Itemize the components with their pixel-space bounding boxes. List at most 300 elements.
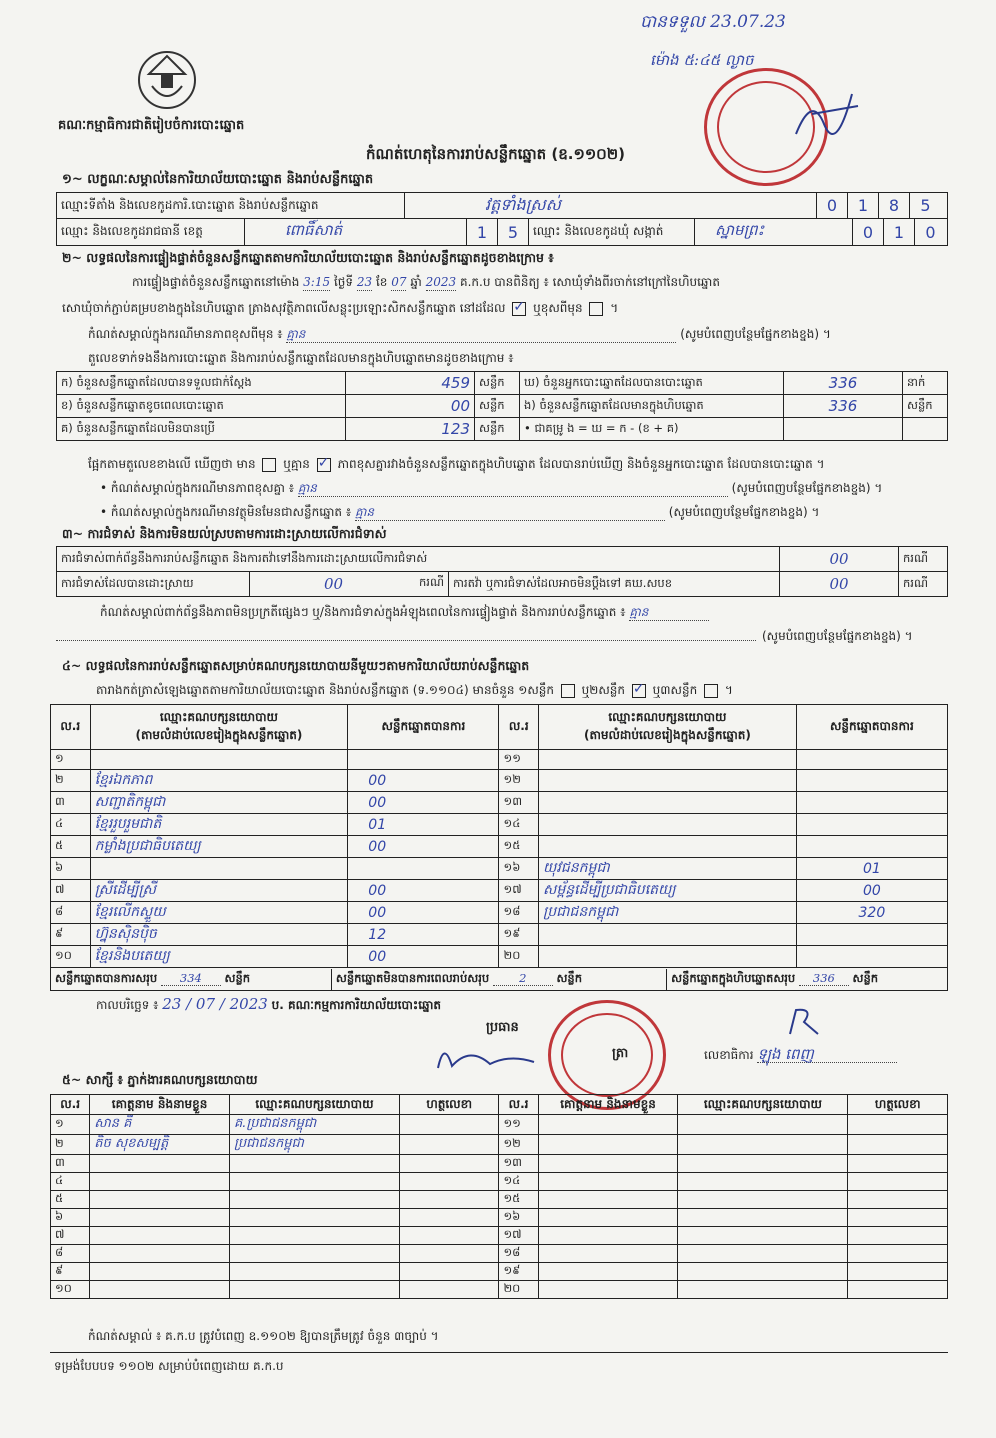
vote-count: 00 [348, 902, 499, 924]
witness-party: គ.ប្រជាជនកម្ពុជា [229, 1115, 399, 1135]
col-party: ឈ្មោះគណបក្សនយោបាយ [678, 1095, 848, 1115]
witness-party: ប្រជាជនកម្ពុជា [229, 1135, 399, 1155]
col-signature: ហត្ថលេខា [399, 1095, 499, 1115]
table-row [51, 1245, 948, 1263]
signature-icon [792, 84, 862, 144]
witness-name [538, 1263, 678, 1281]
org-name: គណៈកម្មាធិការជាតិរៀបចំការបោះឆ្នោត [58, 118, 245, 133]
objection-value: 00 [780, 547, 899, 572]
row-number: ១៧ [499, 1227, 538, 1245]
witness-signature [848, 1135, 948, 1155]
figure-label-right: ង) ចំនួនសន្លឹកឆ្នោតដែលមានក្នុងហិបឆ្នោត [520, 395, 784, 418]
row-number: ១៨ [499, 902, 539, 924]
row-number: ៧ [51, 880, 91, 902]
witness-signature [399, 1173, 499, 1191]
verify-day-value: 23 [356, 275, 373, 289]
col-no: ល.រ [51, 1095, 90, 1115]
valid-total-label: សន្លឹកឆ្នោតបានការសរុប [55, 970, 158, 985]
vote-count [796, 924, 947, 946]
witness-party [678, 1115, 848, 1135]
irregularity-note-value: គ្មាន [629, 604, 709, 621]
party-name [539, 924, 797, 946]
row-number: ១៦ [499, 858, 539, 880]
witness-name [538, 1115, 678, 1135]
row-number: ១៥ [499, 1191, 538, 1209]
province-value: ពោធិ៍សាត់ [245, 219, 467, 245]
party-name: ខ្មែរនិងបតេយ្យ [90, 946, 348, 968]
no-difference-label: ឬគ្មាន [283, 457, 310, 471]
col-votes: សន្លឹកឆ្នោតបានការ [796, 705, 947, 750]
row-number: ៧ [51, 1227, 90, 1245]
witness-signature [848, 1115, 948, 1135]
bullet-1-label: • កំណត់សម្គាល់ក្នុងករណីមានភាពខុសគ្នា ៖ [100, 481, 295, 495]
appeal-label: ការតវ៉ា ឬការជំទាស់ដែលអាចមិនប្ដឹងទៅ គឃ.សបខ [449, 572, 780, 597]
one-sheet-checkbox[interactable] [561, 684, 575, 698]
witness-name [90, 1155, 230, 1173]
row-number: ៩ [51, 924, 91, 946]
witness-party [229, 1191, 399, 1209]
vote-count: 320 [796, 902, 947, 924]
section-2-heading: ២~ លទ្ធផលនៃការផ្ទៀងផ្ទាត់ចំនួនសន្លឹកឆ្នោតតាមការិយាល័យបោះឆ្នោត និងរាប់សន្លឹកឆ្នោតដូចខាងក្រោម ៖ [62, 250, 554, 265]
figure-label-right: ឃ) ចំនួនអ្នកបោះឆ្នោតដែលបានបោះឆ្នោត [520, 372, 784, 395]
row-number: ១១ [499, 750, 539, 770]
verify-year-label: ឆ្នាំ [410, 275, 422, 289]
vote-count [796, 750, 947, 770]
table-row [51, 1115, 948, 1135]
date-value: 23 / 07 / 2023 [162, 995, 268, 1013]
table-row [51, 1173, 948, 1191]
figure-label-right: • ជាគម្រូ ង = ឃ = ក - (ខ + គ) [520, 418, 784, 441]
figure-row [57, 418, 948, 441]
witness-signature [399, 1227, 499, 1245]
witness-signature [399, 1135, 499, 1155]
row-number: ៨ [51, 1245, 90, 1263]
table-row [51, 836, 948, 858]
verify-day-label: ថ្ងៃទី [333, 275, 353, 289]
row-number: ៥ [51, 836, 91, 858]
verify-year-value: 2023 [425, 275, 457, 289]
witness-name [90, 1209, 230, 1227]
receipt-note: បានទទួល 23.07.23 [640, 12, 786, 32]
figure-row [57, 372, 948, 395]
irregularity-note-label: កំណត់សម្គាល់ពាក់ព័ន្ធនឹងភាពមិនប្រក្រតីផ្សេងៗ ឬ/និងការជំទាស់ក្នុងអំឡុងពេលនៃការផ្ទៀងផ្ទាត់ និងការរាប់សន្លឹកឆ្នោត ៖ [100, 605, 626, 619]
fill-note: (សូមបំពេញបន្ថែមផ្នែកខាងខ្នង) ។ [762, 629, 913, 643]
party-name: សម្ព័ន្ធដើម្បីប្រជាធិបតេយ្យ [539, 880, 797, 902]
difference-note-label: កំណត់សម្គាល់ក្នុងករណីមានភាពខុសពីមុន ៖ [88, 327, 283, 341]
seal-status-line: សោឃុំចាក់ភ្ជាប់គម្របខាងក្នុងនៃហិបឆ្នោត ត្រាងសុវត្ថិភាពលើសន្លុះប្រឡោះសិកសន្លឹកឆ្នោត នៅដដែល ✓ ឬខុសពីមុន ។ [62, 300, 618, 316]
chair-signature-icon [430, 1036, 540, 1076]
figure-unit-right: នាក់ [903, 372, 948, 395]
row-number: ១៣ [499, 792, 539, 814]
vote-count: 01 [348, 814, 499, 836]
appeal-unit: ករណី [899, 572, 948, 597]
figure-value-right: 336 [784, 372, 903, 395]
commune-label: ឈ្មោះ និងលេខកូដឃុំ សង្កាត់ [529, 219, 695, 245]
col-party [539, 705, 797, 750]
secretary-label: លេខាធិការ [704, 1048, 754, 1062]
table-row [51, 1263, 948, 1281]
footer-divider [50, 1352, 948, 1353]
witness-signature [399, 1245, 499, 1263]
row-number: ១១ [499, 1115, 538, 1135]
unit: សន្លឹក [556, 970, 583, 985]
chair-label: ប្រធាន [486, 1020, 519, 1035]
row-number: ៦ [51, 1209, 90, 1227]
table-row [51, 924, 948, 946]
invalid-total [332, 969, 667, 990]
nec-emblem-icon [134, 44, 200, 114]
witness-party [229, 1245, 399, 1263]
secretary-signature-icon [784, 1004, 824, 1040]
receipt-time-note: ម៉ោង ៥:៤៥ ល្ងាច [650, 51, 754, 69]
two-sheet-checkbox[interactable] [632, 684, 646, 698]
witness-name: តិច សុខសម្បត្តិ [90, 1135, 230, 1155]
col-party-label: ឈ្មោះគណបក្សនយោបាយ [159, 710, 278, 724]
row-number: ៤ [51, 814, 91, 836]
form-title: កំណត់ហេតុនៃការរាប់សន្លឹកឆ្នោត (ឧ.១១០២) [366, 145, 626, 163]
party-name [539, 946, 797, 968]
totals-flex [51, 969, 947, 990]
table-row [51, 770, 948, 792]
committee-label: ប. គណៈកម្មការការិយាល័យបោះឆ្នោត [271, 998, 442, 1012]
row-number: ១៩ [499, 924, 539, 946]
figure-unit-right: សន្លឹក [903, 395, 948, 418]
row-number: ៥ [51, 1191, 90, 1209]
col-no: ល.រ [499, 1095, 538, 1115]
location-digit: 8 [879, 193, 910, 218]
has-difference-checkbox[interactable] [262, 458, 276, 472]
resolved-cell [250, 572, 449, 597]
witness-name [90, 1227, 230, 1245]
witness-signature [399, 1191, 499, 1209]
row-number: ១៦ [499, 1209, 538, 1227]
date-line [96, 996, 441, 1013]
party-name [90, 858, 348, 880]
totals-row [51, 968, 948, 991]
witness-signature [399, 1115, 499, 1135]
col-votes: សន្លឹកឆ្នោតបានការ [348, 705, 499, 750]
seal-status-text: សោឃុំចាក់ភ្ជាប់គម្របខាងក្នុងនៃហិបឆ្នោត ត្រាងសុវត្ថិភាពលើសន្លុះប្រឡោះសិកសន្លឹកឆ្នោត នៅដដែល [62, 301, 506, 315]
witness-signature [848, 1281, 948, 1299]
party-name [539, 750, 797, 770]
col-signature: ហត្ថលេខា [848, 1095, 948, 1115]
vote-count: 12 [348, 924, 499, 946]
col-party: ឈ្មោះគណបក្សនយោបាយ [229, 1095, 399, 1115]
figure-unit: សន្លឹក [475, 395, 520, 418]
row-number: ២០ [499, 946, 539, 968]
unit: សន្លឹក [224, 970, 251, 985]
table-row [51, 902, 948, 924]
col-party-label: ឈ្មោះគណបក្សនយោបាយ [608, 710, 727, 724]
witness-name [538, 1155, 678, 1173]
commune-digit: 1 [884, 219, 915, 245]
valid-total [51, 969, 332, 990]
row-number: ៦ [51, 858, 91, 880]
vote-count: 01 [796, 858, 947, 880]
vote-count [348, 750, 499, 770]
witness-party [678, 1227, 848, 1245]
results-table [50, 704, 948, 991]
table-row [51, 858, 948, 880]
tally-sheet-line: តារាងកត់ត្រាសំឡេងឆ្នោតតាមការិយាល័យបោះឆ្នោត និងរាប់សន្លឹកឆ្នោត (ទ.១១០៤) មានចំនួន ១សន្លឹក ឬ២សន្លឹក ✓ ឬ៣សន្លឹក ។ [96, 682, 733, 698]
tally-intro: តារាងកត់ត្រាសំឡេងឆ្នោតតាមការិយាល័យបោះឆ្នោត និងរាប់សន្លឹកឆ្នោត (ទ.១១០៤) មានចំនួន ១សន្លឹក [96, 683, 554, 697]
secretary-line [704, 1046, 897, 1063]
table-row [51, 792, 948, 814]
vote-count [796, 770, 947, 792]
verification-line [132, 274, 720, 291]
witness-name [90, 1173, 230, 1191]
vote-count: 00 [348, 792, 499, 814]
section-5-heading: ៥~ សាក្សី ៖ ភ្នាក់ងារគណបក្សនយោបាយ [62, 1072, 258, 1087]
row-number: ១៤ [499, 814, 539, 836]
row-number: ៩ [51, 1263, 90, 1281]
row-number: ១៣ [499, 1155, 538, 1173]
bullet-2-value: គ្មាន [355, 504, 665, 521]
footer-text: ទម្រង់បែបបទ ១១០២ សម្រាប់បំពេញដោយ គ.ក.ប [54, 1359, 284, 1373]
witness-signature [848, 1227, 948, 1245]
witness-signature [848, 1155, 948, 1173]
table-row [51, 946, 948, 968]
difference-note-value: គ្មាន [286, 326, 676, 343]
witness-signature [848, 1245, 948, 1263]
witness-signature [399, 1281, 499, 1299]
party-name [539, 770, 797, 792]
col-party [90, 705, 348, 750]
table-row [51, 880, 948, 902]
bullet-2 [100, 504, 819, 521]
verify-time-label: ការផ្ទៀងផ្ទាត់ចំនួនសន្លឹកឆ្នោតនៅម៉ោង [132, 275, 300, 289]
irregularity-note-line [100, 604, 709, 621]
party-name: យុវជនកម្ពុជា [539, 858, 797, 880]
row-number: ២ [51, 770, 91, 792]
figure-row [57, 395, 948, 418]
figure-label: ខ) ចំនួនសន្លឹកឆ្នោតខូចពេលបោះឆ្នោត [57, 395, 346, 418]
vote-count: 00 [348, 770, 499, 792]
difference-note-line [88, 326, 948, 343]
location-digit: 1 [848, 193, 879, 218]
row-number: ១ [51, 750, 91, 770]
verify-locks-text: គ.ក.ប បានពិនិត្យ ៖ សោឃុំទាំងពីរចាក់នៅក្រៅនៃហិបឆ្នោត [459, 275, 720, 289]
changed-checkbox[interactable] [589, 302, 603, 316]
row-number: ១៨ [499, 1245, 538, 1263]
figures-table [56, 371, 948, 441]
no-difference-checkbox[interactable] [317, 458, 331, 472]
figure-unit-right [903, 418, 948, 441]
figure-label: ក) ចំនួនសន្លឹកឆ្នោតដែលបានទទួលជាក់ស្ដែង [57, 372, 346, 395]
figures-intro: តួលេខទាក់ទងនឹងការបោះឆ្នោត និងការរាប់សន្លឹកឆ្នោតដែលមានក្នុងហិបឆ្នោតមានដូចខាងក្រោម ៖ [88, 351, 514, 365]
witness-name [538, 1281, 678, 1299]
row-number: ១២ [499, 1135, 538, 1155]
witness-name [538, 1227, 678, 1245]
bullet-1-value: គ្មាន [298, 480, 728, 497]
province-row [56, 219, 948, 246]
objection-unit: ករណី [899, 547, 948, 572]
row-number: ១២ [499, 770, 539, 792]
col-name: គោត្តនាម និងនាមខ្លួន [538, 1095, 678, 1115]
row-number: ១៧ [499, 880, 539, 902]
vote-count: 00 [348, 946, 499, 968]
fill-note: (សូមបំពេញបន្ថែមផ្នែកខាងខ្នង) ។ [680, 327, 831, 341]
witness-signature [848, 1191, 948, 1209]
party-name [539, 792, 797, 814]
two-sheet-label: ឬ២សន្លឹក [581, 683, 626, 697]
witness-name [90, 1281, 230, 1299]
witness-party [678, 1245, 848, 1263]
resolved-value: 00 [324, 575, 344, 593]
witness-party [229, 1281, 399, 1299]
verify-month-label: ខែ [375, 275, 388, 289]
province-digit: 1 [467, 219, 498, 245]
bullet-2-label: • កំណត់សម្គាល់ក្នុងករណីមានវត្ថុមិនមែនជាសន្លឹកឆ្នោត ៖ [100, 505, 352, 519]
vote-count [348, 858, 499, 880]
verify-time-value: 3:15 [303, 275, 331, 289]
vote-count [796, 946, 947, 968]
difference-has-label: ផ្អែកតាមតួលេខខាងលើ ឃើញថា មាន [88, 457, 256, 471]
witness-party [229, 1209, 399, 1227]
col-no: ល.រ [499, 705, 539, 750]
figure-value: 123 [346, 418, 475, 441]
witness-party [678, 1263, 848, 1281]
table-row [51, 814, 948, 836]
party-name [539, 836, 797, 858]
witness-party [678, 1209, 848, 1227]
witness-signature [848, 1263, 948, 1281]
date-label: កាលបរិច្ឆេទ ៖ [96, 998, 159, 1012]
unit: សន្លឹក [852, 970, 879, 985]
section-3-heading: ៣~ ការជំទាស់ និងការមិនយល់ស្របតាមការដោះស្រាយលើការជំទាស់ [62, 526, 387, 541]
party-name: ស្រីដើម្បីស្រី [90, 880, 348, 902]
table-row [51, 1191, 948, 1209]
col-party-sub: (តាមលំដាប់លេខរៀងក្នុងសន្លឹកឆ្នោត) [583, 728, 751, 742]
bullet-1 [100, 480, 882, 497]
witness-party [678, 1173, 848, 1191]
party-name: ប្រជាជនកម្ពុជា [539, 902, 797, 924]
figure-unit: សន្លឹក [475, 372, 520, 395]
invalid-total-label: សន្លឹកឆ្នោតមិនបានការពេលរាប់សរុប [335, 970, 490, 985]
witness-party [678, 1281, 848, 1299]
witness-party [229, 1155, 399, 1173]
fill-note: (សូមបំពេញបន្ថែមផ្នែកខាងខ្នង) ។ [668, 505, 820, 519]
table-row [51, 1281, 948, 1299]
ballot-total-label: សន្លឹកឆ្នោតក្នុងហិបឆ្នោតសរុប [671, 970, 796, 985]
invalid-total-value: 2 [493, 971, 553, 986]
section-1-heading: ១~ លក្ខណៈសម្គាល់នៃការិយាល័យបោះឆ្នោត និងរាប់សន្លឹកឆ្នោត [62, 172, 374, 187]
difference-check-line [88, 456, 825, 472]
seal-label: ត្រា [612, 1046, 629, 1061]
section-4-heading: ៤~ លទ្ធផលនៃការរាប់សន្លឹកឆ្នោតសម្រាប់គណបក្សនយោបាយនីមួយៗតាមការិយាល័យរាប់សន្លឹកឆ្នោត [62, 658, 530, 673]
party-name [539, 814, 797, 836]
witness-name [90, 1263, 230, 1281]
party-name: សញ្ជាតិកម្ពុជា [90, 792, 348, 814]
vote-count [796, 792, 947, 814]
party-name [90, 750, 348, 770]
commune-digit: 0 [925, 222, 936, 242]
row-number: ៣ [51, 792, 91, 814]
row-number: ៤ [51, 1173, 90, 1191]
province-digit: 5 [498, 219, 529, 245]
same-checkbox[interactable] [512, 302, 526, 316]
ballot-total [667, 969, 947, 990]
table-row [51, 1155, 948, 1173]
vote-count: 00 [348, 836, 499, 858]
witness-name: សាន គី [90, 1115, 230, 1135]
witness-party [229, 1227, 399, 1245]
row-number: ២ [51, 1135, 90, 1155]
witness-party [678, 1135, 848, 1155]
figure-value: 00 [346, 395, 475, 418]
figure-value-right: 336 [784, 395, 903, 418]
difference-text: ភាពខុសគ្នារវាងចំនួនសន្លឹកឆ្នោតក្នុងហិបឆ្នោត ដែលបានរាប់ឃើញ និងចំនួនអ្នកបោះឆ្នោត ដែលបានបោះឆ្នោត ។ [337, 457, 825, 471]
witness-party [229, 1173, 399, 1191]
witness-name [90, 1191, 230, 1209]
figure-value: 459 [346, 372, 475, 395]
fill-note: (សូមបំពេញបន្ថែមផ្នែកខាងខ្នង) ។ [731, 481, 883, 495]
commune-digit: 0 [853, 219, 884, 245]
verify-month-value: 07 [391, 275, 407, 289]
three-sheet-checkbox[interactable] [704, 684, 718, 698]
vote-count: 00 [796, 880, 947, 902]
witness-name [538, 1209, 678, 1227]
ballot-total-value: 336 [799, 971, 849, 986]
resolved-label: ការជំទាស់ដែលបានដោះស្រាយ [57, 572, 250, 597]
witness-signature [848, 1173, 948, 1191]
dotted-line [56, 640, 756, 641]
appeal-value: 00 [780, 572, 899, 597]
location-label: ឈ្មោះទីតាំង និងលេខកូដការិ.បោះឆ្នោត និងរាប់សន្លឹកឆ្នោត [57, 193, 405, 218]
table-row [51, 1209, 948, 1227]
table-row [51, 1135, 948, 1155]
vote-count [796, 814, 947, 836]
witness-signature [399, 1263, 499, 1281]
table-row [51, 750, 948, 770]
location-digit: 0 [817, 193, 848, 218]
objections-table [56, 546, 948, 597]
location-digit: 5 [920, 196, 931, 215]
figure-value-right [784, 418, 903, 441]
party-name: ខ្មែរលើកស្ទួយ [90, 902, 348, 924]
changed-label: ឬខុសពីមុន [533, 301, 583, 315]
row-number: ៣ [51, 1155, 90, 1173]
row-number: ២០ [499, 1281, 538, 1299]
location-value: វត្តទាំងស្រស់ [405, 193, 817, 218]
objection-label: ការជំទាស់ពាក់ព័ន្ធនឹងការរាប់សន្លឹកឆ្នោត និងការតវ៉ាទៅនឹងការដោះស្រាយលើការជំទាស់ [57, 547, 780, 572]
party-name: ហ្វ៊ុនស៊ិនប៉ិច [90, 924, 348, 946]
row-number: ៨ [51, 902, 91, 924]
vote-count: 00 [348, 880, 499, 902]
vote-count [796, 836, 947, 858]
witness-name [538, 1173, 678, 1191]
row-number: ១០ [51, 1281, 90, 1299]
witness-name [538, 1191, 678, 1209]
col-party-sub: (តាមលំដាប់លេខរៀងក្នុងសន្លឹកឆ្នោត) [135, 728, 303, 742]
witness-name [538, 1245, 678, 1263]
row-number: ១០ [51, 946, 91, 968]
witness-signature [399, 1209, 499, 1227]
witness-name [538, 1135, 678, 1155]
figure-label: គ) ចំនួនសន្លឹកឆ្នោតដែលមិនបានប្រើ [57, 418, 346, 441]
witness-party [678, 1191, 848, 1209]
party-name: ខ្មែរឯកភាព [90, 770, 348, 792]
location-row [56, 192, 948, 219]
row-number: ១៤ [499, 1173, 538, 1191]
col-name: គោត្តនាម និងនាមខ្លួន [90, 1095, 230, 1115]
witness-name [90, 1245, 230, 1263]
row-number: ១៥ [499, 836, 539, 858]
valid-total-value: 334 [161, 971, 221, 986]
resolved-unit: ករណី [419, 575, 444, 589]
three-sheet-label: ឬ៣សន្លឹក [652, 683, 698, 697]
secretary-value: ឡុង ពេញ [757, 1046, 897, 1063]
